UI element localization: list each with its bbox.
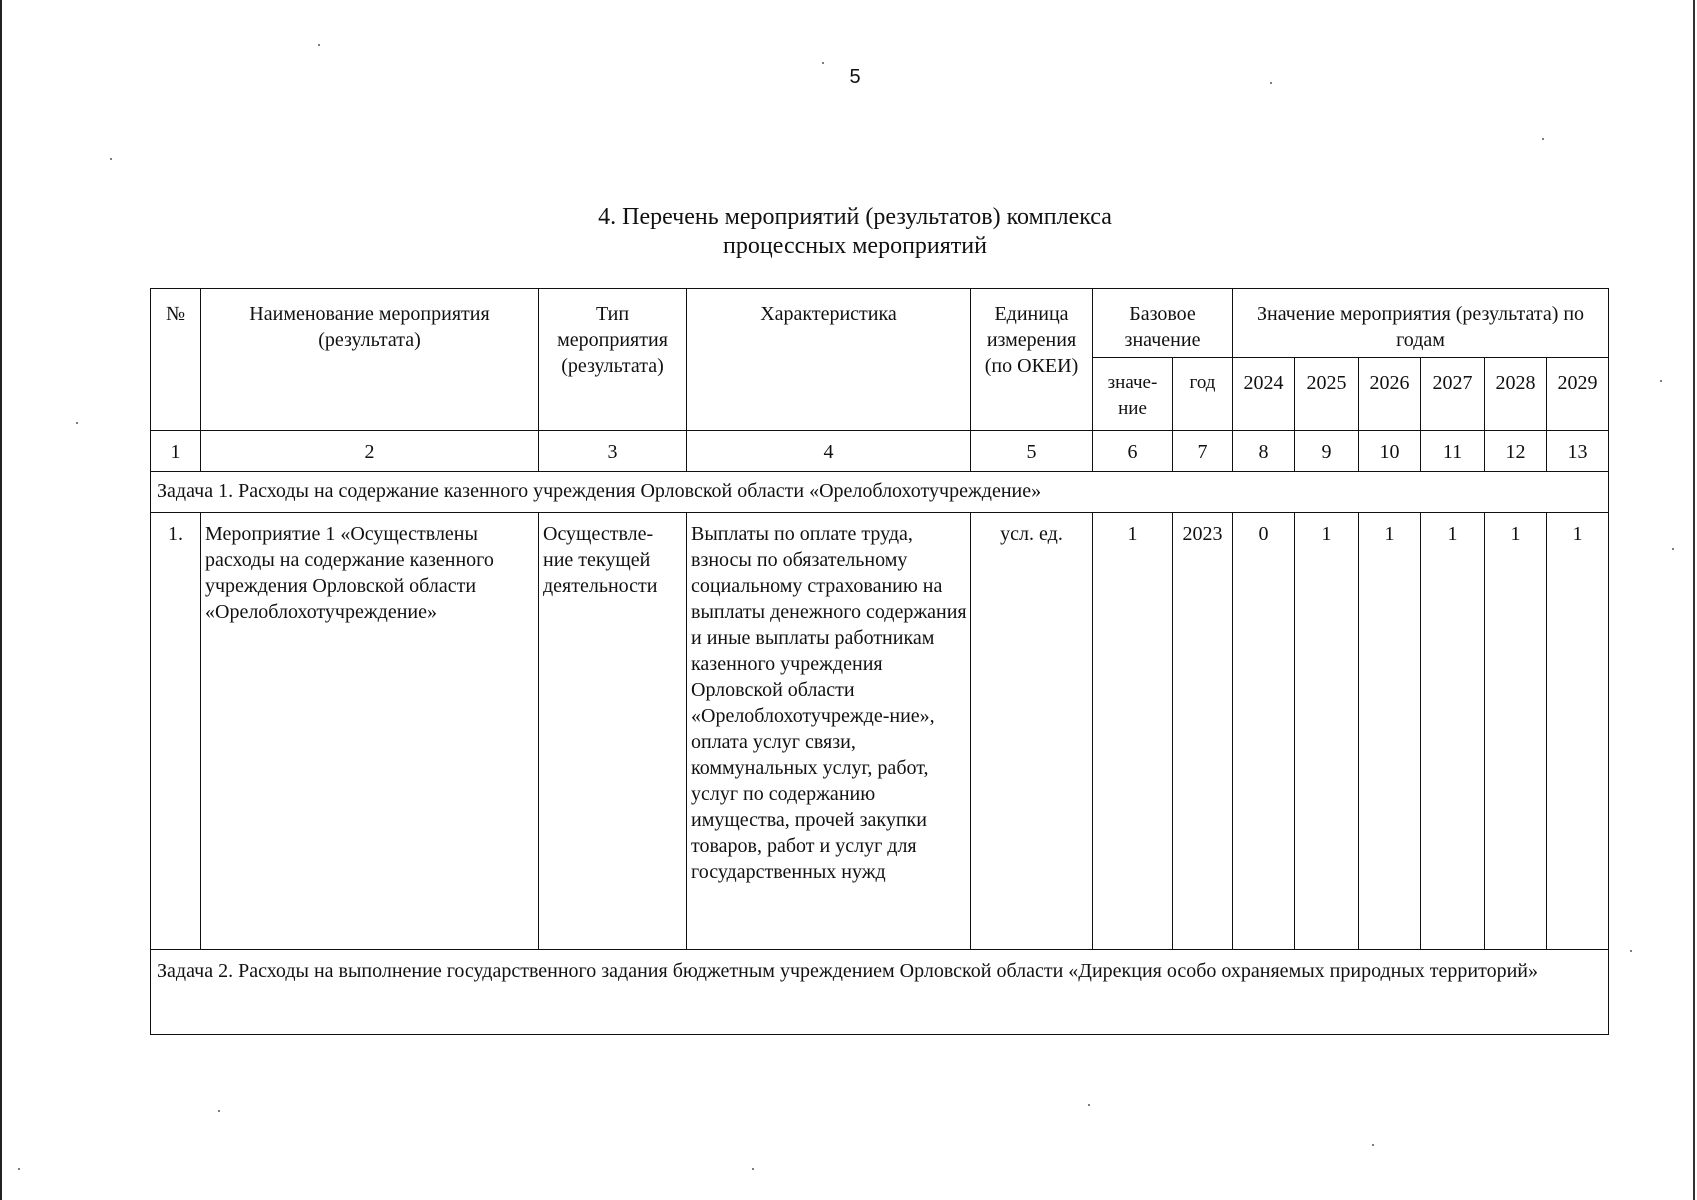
header-year-2025: 2025 bbox=[1295, 358, 1359, 431]
event-value-2026: 1 bbox=[1359, 513, 1421, 950]
column-number: 6 bbox=[1093, 431, 1173, 472]
scan-speckle bbox=[110, 158, 112, 160]
header-year-2028: 2028 bbox=[1485, 358, 1547, 431]
scan-right-edge bbox=[1693, 0, 1695, 1200]
header-year-2027: 2027 bbox=[1421, 358, 1485, 431]
scan-speckle bbox=[218, 1110, 220, 1112]
column-number: 8 bbox=[1233, 431, 1295, 472]
header-row-1 bbox=[151, 289, 1609, 358]
section-title-line-2: процессных мероприятий bbox=[723, 233, 987, 259]
task-2-text: Задача 2. Расходы на выполнение государственного задания бюджетным учреждением Орловской области «Дирекция особо охраняемых природных территорий» bbox=[151, 950, 1609, 1035]
event-value-2024: 0 bbox=[1233, 513, 1295, 950]
event-characteristic: Выплаты по оплате труда, взносы по обязательному социальному страхованию на выплаты денежного содержания и иные выплаты работникам казенного учреждения Орловской области «Орелоблохотучрежде-ние», оплата услуг связи, коммунальных услуг, работ, услуг по содержанию имущества, прочей закупки товаров, работ и услуг для государственных нужд bbox=[687, 513, 971, 950]
scan-left-edge bbox=[0, 0, 2, 1200]
header-base-year: год bbox=[1173, 358, 1233, 431]
scan-speckle bbox=[1672, 548, 1674, 550]
scan-speckle bbox=[752, 1168, 754, 1170]
scan-speckle bbox=[1372, 1144, 1374, 1146]
task-1-text: Задача 1. Расходы на содержание казенного учреждения Орловской области «Орелоблохотучреждение» bbox=[151, 472, 1609, 513]
task-row bbox=[151, 950, 1609, 1035]
column-number: 5 bbox=[971, 431, 1093, 472]
header-unit: Единица измерения (по ОКЕИ) bbox=[971, 289, 1093, 431]
scan-speckle bbox=[318, 44, 320, 46]
header-base-value: значе-ние bbox=[1093, 358, 1173, 431]
column-number: 4 bbox=[687, 431, 971, 472]
scan-speckle bbox=[1660, 380, 1662, 382]
column-number: 9 bbox=[1295, 431, 1359, 472]
scan-speckle bbox=[822, 62, 824, 64]
event-num: 1. bbox=[151, 513, 201, 950]
section-title bbox=[400, 203, 1310, 261]
header-base: Базовое значение bbox=[1093, 289, 1233, 358]
event-name: Мероприятие 1 «Осуществлены расходы на содержание казенного учреждения Орловской области «Орелоблохотучреждение» bbox=[201, 513, 539, 950]
event-unit: усл. ед. bbox=[971, 513, 1093, 950]
header-values-by-year: Значение мероприятия (результата) по годам bbox=[1233, 289, 1609, 358]
header-year-2026: 2026 bbox=[1359, 358, 1421, 431]
column-number: 13 bbox=[1547, 431, 1609, 472]
column-number: 10 bbox=[1359, 431, 1421, 472]
event-value-2028: 1 bbox=[1485, 513, 1547, 950]
event-value-2027: 1 bbox=[1421, 513, 1485, 950]
column-number: 3 bbox=[539, 431, 687, 472]
column-number: 2 bbox=[201, 431, 539, 472]
header-characteristic: Характеристика bbox=[687, 289, 971, 431]
column-number-row bbox=[151, 431, 1609, 472]
event-type: Осуществле-ние текущей деятельности bbox=[539, 513, 687, 950]
header-name: Наименование мероприятия (результата) bbox=[201, 289, 539, 431]
scan-speckle bbox=[1630, 950, 1632, 952]
page-number: 5 bbox=[849, 66, 861, 88]
scan-speckle bbox=[1270, 82, 1272, 84]
column-number: 7 bbox=[1173, 431, 1233, 472]
event-base-year: 2023 bbox=[1173, 513, 1233, 950]
column-number: 11 bbox=[1421, 431, 1485, 472]
event-value-2025: 1 bbox=[1295, 513, 1359, 950]
scan-speckle bbox=[18, 1168, 20, 1170]
section-title-line-1: 4. Перечень мероприятий (результатов) комплекса bbox=[598, 204, 1112, 230]
column-number: 12 bbox=[1485, 431, 1547, 472]
header-year-2024: 2024 bbox=[1233, 358, 1295, 431]
task-row bbox=[151, 472, 1609, 513]
header-type: Тип мероприятия (результата) bbox=[539, 289, 687, 431]
event-base-value: 1 bbox=[1093, 513, 1173, 950]
events-table bbox=[150, 288, 1609, 1035]
column-number: 1 bbox=[151, 431, 201, 472]
scan-speckle bbox=[1088, 1104, 1090, 1106]
event-value-2029: 1 bbox=[1547, 513, 1609, 950]
header-year-2029: 2029 bbox=[1547, 358, 1609, 431]
scan-speckle bbox=[76, 422, 78, 424]
event-row bbox=[151, 513, 1609, 950]
header-num: № bbox=[151, 289, 201, 431]
scan-speckle bbox=[1542, 138, 1544, 140]
